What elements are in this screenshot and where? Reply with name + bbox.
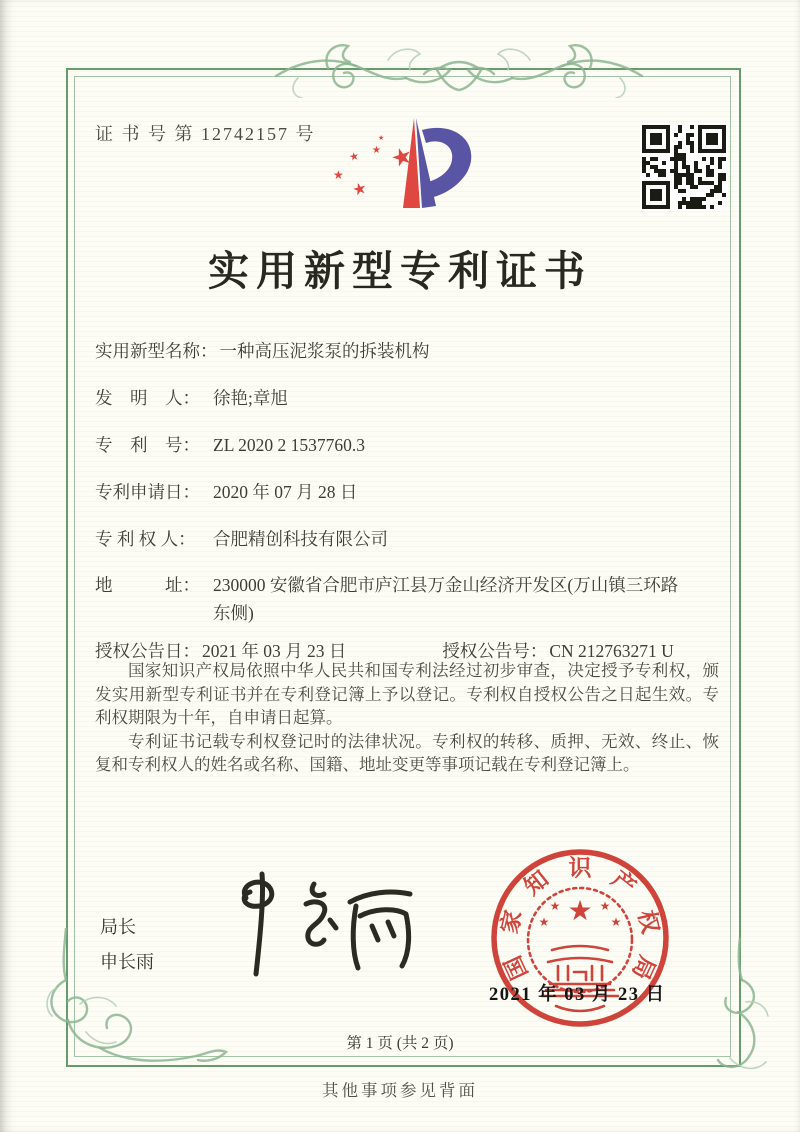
svg-text:★: ★ (610, 915, 622, 929)
cnipa-round-seal (470, 836, 690, 1048)
field-label: 专 利 权 人： (95, 529, 196, 549)
bottom-right-flourish-ornament (710, 938, 780, 1088)
svg-text:★: ★ (567, 894, 593, 927)
field-row (95, 336, 717, 366)
officer-name: 申长雨 (100, 952, 154, 972)
svg-text:家: 家 (496, 907, 527, 936)
field-label: 地 址： (95, 575, 200, 595)
grant-date-value: 2021 年 03 月 23 日 (202, 641, 347, 661)
field-value: 2020 年 07 月 28 日 (213, 482, 358, 502)
svg-text:★: ★ (387, 140, 417, 174)
field-label: 实用新型名称： (95, 341, 218, 361)
field-row (95, 571, 717, 629)
field-row (95, 383, 717, 413)
legal-paragraph: 国家知识产权局依照中华人民共和国专利法经过初步审查，决定授予专利权，颁发实用新型专利证书并在专利登记簿上予以登记。专利权自授权公告之日起生效。专利权期限为十年，自申请日起算。 (95, 661, 719, 727)
field-value: 230000 安徽省合肥市庐江县万金山经济开发区(万山镇三环路东侧) (213, 575, 679, 623)
legal-paragraphs (95, 659, 719, 777)
issue-date: 2021 年 03 月 23 日 (489, 985, 666, 1005)
field-row (95, 477, 717, 507)
field-row (95, 524, 717, 554)
fields-section (95, 336, 717, 666)
svg-text:★: ★ (372, 145, 381, 156)
officer-block (100, 910, 154, 980)
field-value: 合肥精创科技有限公司 (213, 529, 388, 549)
svg-text:局: 局 (627, 951, 660, 984)
field-value: 徐艳;章旭 (213, 388, 288, 408)
field-value: 一种高压泥浆泵的拆装机构 (219, 341, 430, 361)
cnipa-logo-icon (322, 106, 472, 226)
field-label: 专利申请日： (95, 482, 200, 502)
svg-text:产: 产 (606, 866, 641, 900)
field-label: 发 明 人： (95, 388, 200, 408)
legal-paragraph: 专利证书记载专利权登记时的法律状况。专利权的转移、质押、无效、终止、恢复和专利权人的姓名或名称、国籍、地址变更等事项记载在专利登记簿上。 (95, 731, 719, 774)
field-row (95, 430, 717, 460)
grant-no-value: CN 212763271 U (549, 641, 674, 661)
page-number: 第 1 页 (共 2 页) (346, 1035, 454, 1052)
svg-text:识: 识 (568, 855, 592, 881)
svg-text:★: ★ (538, 915, 550, 929)
grant-no-label: 授权公告号： (442, 641, 548, 661)
svg-text:国: 国 (500, 951, 533, 984)
svg-text:★: ★ (599, 899, 611, 913)
fields-list (95, 336, 717, 629)
svg-text:知: 知 (519, 866, 554, 900)
svg-text:★: ★ (549, 899, 561, 913)
certificate-number: 证 书 号 第 12742157 号 (95, 124, 316, 144)
signature-shen-changyu (212, 868, 422, 986)
grant-date-label: 授权公告日： (95, 641, 200, 661)
certificate-title: 实用新型专利证书 (208, 248, 592, 294)
field-label: 专 利 号： (95, 435, 200, 455)
officer-title: 局长 (100, 917, 136, 937)
reverse-side-note: 其他事项参见背面 (322, 1081, 478, 1100)
svg-text:★: ★ (378, 134, 385, 142)
qr-code (640, 123, 728, 211)
svg-text:★: ★ (350, 177, 369, 200)
field-value: ZL 2020 2 1537760.3 (213, 435, 365, 455)
top-flourish-ornament (268, 26, 650, 98)
svg-text:权: 权 (633, 907, 664, 936)
svg-text:★: ★ (347, 149, 361, 164)
svg-text:★: ★ (333, 168, 344, 182)
